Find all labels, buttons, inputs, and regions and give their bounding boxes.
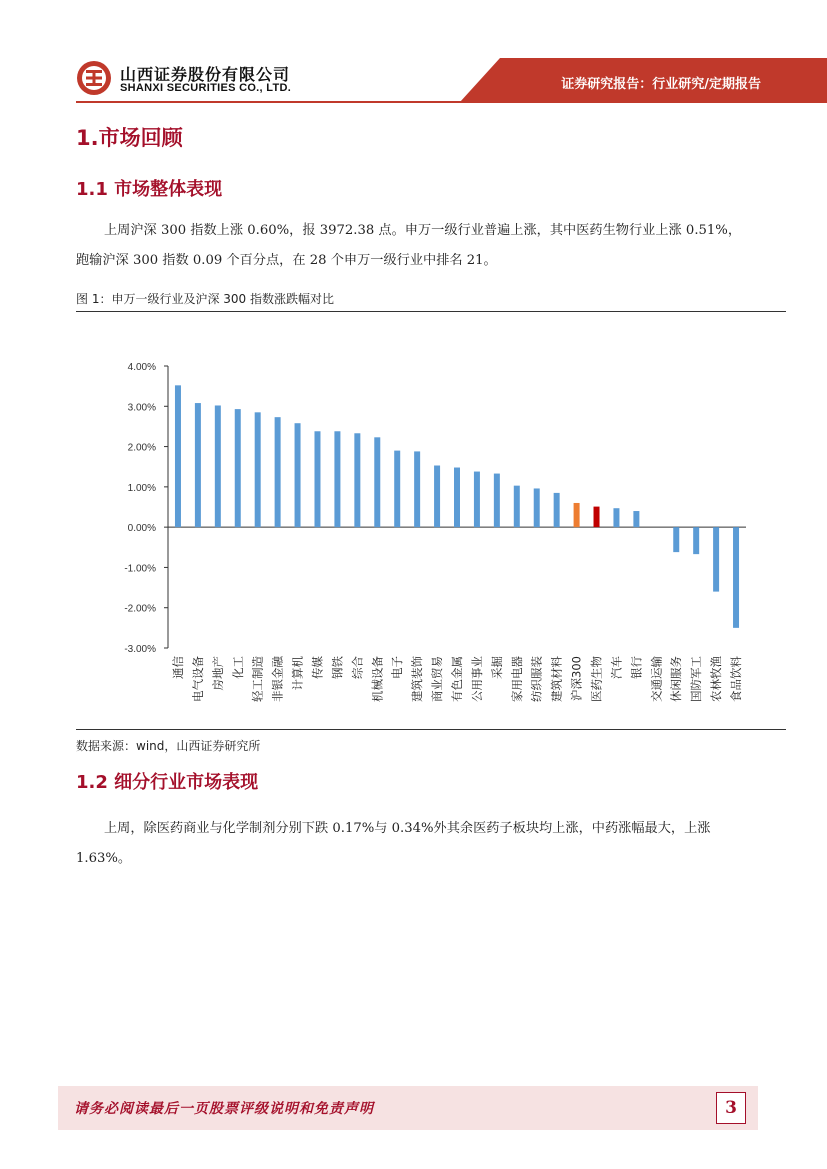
subsection-title-overall: 1.1 市场整体表现 xyxy=(76,179,223,200)
figure-bottom-rule xyxy=(76,729,786,730)
x-category-label: 非银金融 xyxy=(270,656,285,702)
x-category-label: 银行 xyxy=(629,656,644,679)
y-tick-label: 3.00% xyxy=(127,402,156,414)
bar-26 xyxy=(673,527,679,552)
bar-22 xyxy=(594,507,600,528)
bar-23 xyxy=(613,508,619,527)
y-tick-label: 4.00% xyxy=(127,362,156,373)
x-category-label: 商业贸易 xyxy=(430,656,445,702)
bar-14 xyxy=(434,466,440,528)
x-category-label: 农林牧渔 xyxy=(709,656,724,702)
bar-16 xyxy=(474,472,480,528)
bar-1 xyxy=(175,385,181,527)
company-logo-icon xyxy=(76,60,112,96)
figure-top-rule xyxy=(76,311,786,312)
bar-11 xyxy=(374,437,380,527)
y-axis-labels xyxy=(124,362,168,655)
bar-5 xyxy=(255,412,261,527)
x-category-label: 纺织服装 xyxy=(529,656,544,702)
page-number: 3 xyxy=(716,1092,746,1124)
x-category-label: 医药生物 xyxy=(589,656,604,702)
x-category-label: 有色金属 xyxy=(450,656,464,702)
bars xyxy=(175,385,739,628)
bar-12 xyxy=(394,451,400,528)
paragraph-overall-line-2: 跑输沪深 300 指数 0.09 个百分点，在 28 个申万一级行业中排名 21。 xyxy=(76,253,497,268)
paragraph-overall-line-1: 上周沪深 300 指数上涨 0.60%，报 3972.38 点。申万一级行业普遍上涨，其中医药生物行业上涨 0.51%， xyxy=(104,223,742,238)
x-category-label: 综合 xyxy=(350,656,365,679)
industry-returns-bar-chart xyxy=(76,318,786,728)
footer-disclaimer: 请务必阅读最后一页股票评级说明和免责声明 xyxy=(74,1101,374,1117)
header-divider xyxy=(76,101,827,103)
bar-27 xyxy=(693,527,699,554)
bar-4 xyxy=(235,409,241,527)
x-category-label: 食品饮料 xyxy=(729,656,744,702)
bar-19 xyxy=(534,488,540,527)
paragraph-segments xyxy=(76,814,756,874)
y-tick-label: -3.00% xyxy=(124,644,156,655)
bar-20 xyxy=(554,493,560,527)
bar-8 xyxy=(314,431,320,527)
x-category-label: 通信 xyxy=(170,656,185,679)
x-category-label: 建筑装饰 xyxy=(410,656,425,702)
bar-9 xyxy=(334,431,340,527)
paragraph-segments-line-1: 上周，除医药商业与化学制剂分别下跌 0.17%与 0.34%外其余医药子板块均上涨，中药涨幅最大，上涨 xyxy=(104,821,711,836)
y-tick-label: 2.00% xyxy=(127,442,156,454)
y-tick-label: 1.00% xyxy=(127,482,156,494)
bar-28 xyxy=(713,527,719,591)
x-category-label: 化工 xyxy=(230,656,245,679)
bar-15 xyxy=(454,468,460,528)
report-type: 证券研究报告：行业研究/定期报告 xyxy=(561,77,761,92)
figure-caption: 图 1：申万一级行业及沪深 300 指数涨跌幅对比 xyxy=(76,292,334,306)
bar-6 xyxy=(275,417,281,527)
x-category-label: 钢铁 xyxy=(330,656,345,679)
x-axis-labels xyxy=(171,656,743,702)
subsection-title-segments: 1.2 细分行业市场表现 xyxy=(76,772,259,793)
bar-10 xyxy=(354,433,360,527)
paragraph-segments-line-2: 1.63%。 xyxy=(76,851,132,866)
x-category-label: 房地产 xyxy=(210,656,225,691)
x-category-label: 计算机 xyxy=(290,656,305,691)
x-category-label: 机械设备 xyxy=(370,656,385,702)
company-name-cn: 山西证券股份有限公司 xyxy=(120,65,291,84)
x-category-label: 公用事业 xyxy=(469,656,484,702)
bar-18 xyxy=(514,486,520,527)
company-name-en: SHANXI SECURITIES CO., LTD. xyxy=(120,82,292,94)
x-category-label: 汽车 xyxy=(609,656,624,679)
bar-13 xyxy=(414,451,420,527)
bar-17 xyxy=(494,474,500,528)
bar-7 xyxy=(295,423,301,527)
x-category-label: 建筑材料 xyxy=(549,656,564,702)
x-category-label: 交通运输 xyxy=(649,656,664,702)
x-category-label: 电子 xyxy=(390,656,405,679)
x-category-label: 沪深300 xyxy=(569,656,584,701)
x-category-label: 休闲服务 xyxy=(669,656,684,702)
bar-24 xyxy=(633,511,639,527)
page-header xyxy=(0,0,827,110)
x-category-label: 家用电器 xyxy=(509,656,524,702)
figure-source: 数据来源：wind，山西证券研究所 xyxy=(76,739,261,753)
y-tick-label: -1.00% xyxy=(124,563,156,575)
bar-21 xyxy=(574,503,580,527)
section-title-market-review: 1.市场回顾 xyxy=(76,126,183,150)
x-category-label: 国防军工 xyxy=(689,656,704,702)
y-tick-label: -2.00% xyxy=(124,603,156,615)
y-tick-label: 0.00% xyxy=(127,523,156,535)
paragraph-overall xyxy=(76,216,756,276)
x-category-label: 轻工制造 xyxy=(250,656,265,702)
x-category-label: 电气设备 xyxy=(190,656,205,702)
bar-29 xyxy=(733,527,739,628)
bar-3 xyxy=(215,405,221,527)
x-category-label: 采掘 xyxy=(489,656,504,679)
x-category-label: 传媒 xyxy=(310,656,325,679)
bar-2 xyxy=(195,403,201,527)
